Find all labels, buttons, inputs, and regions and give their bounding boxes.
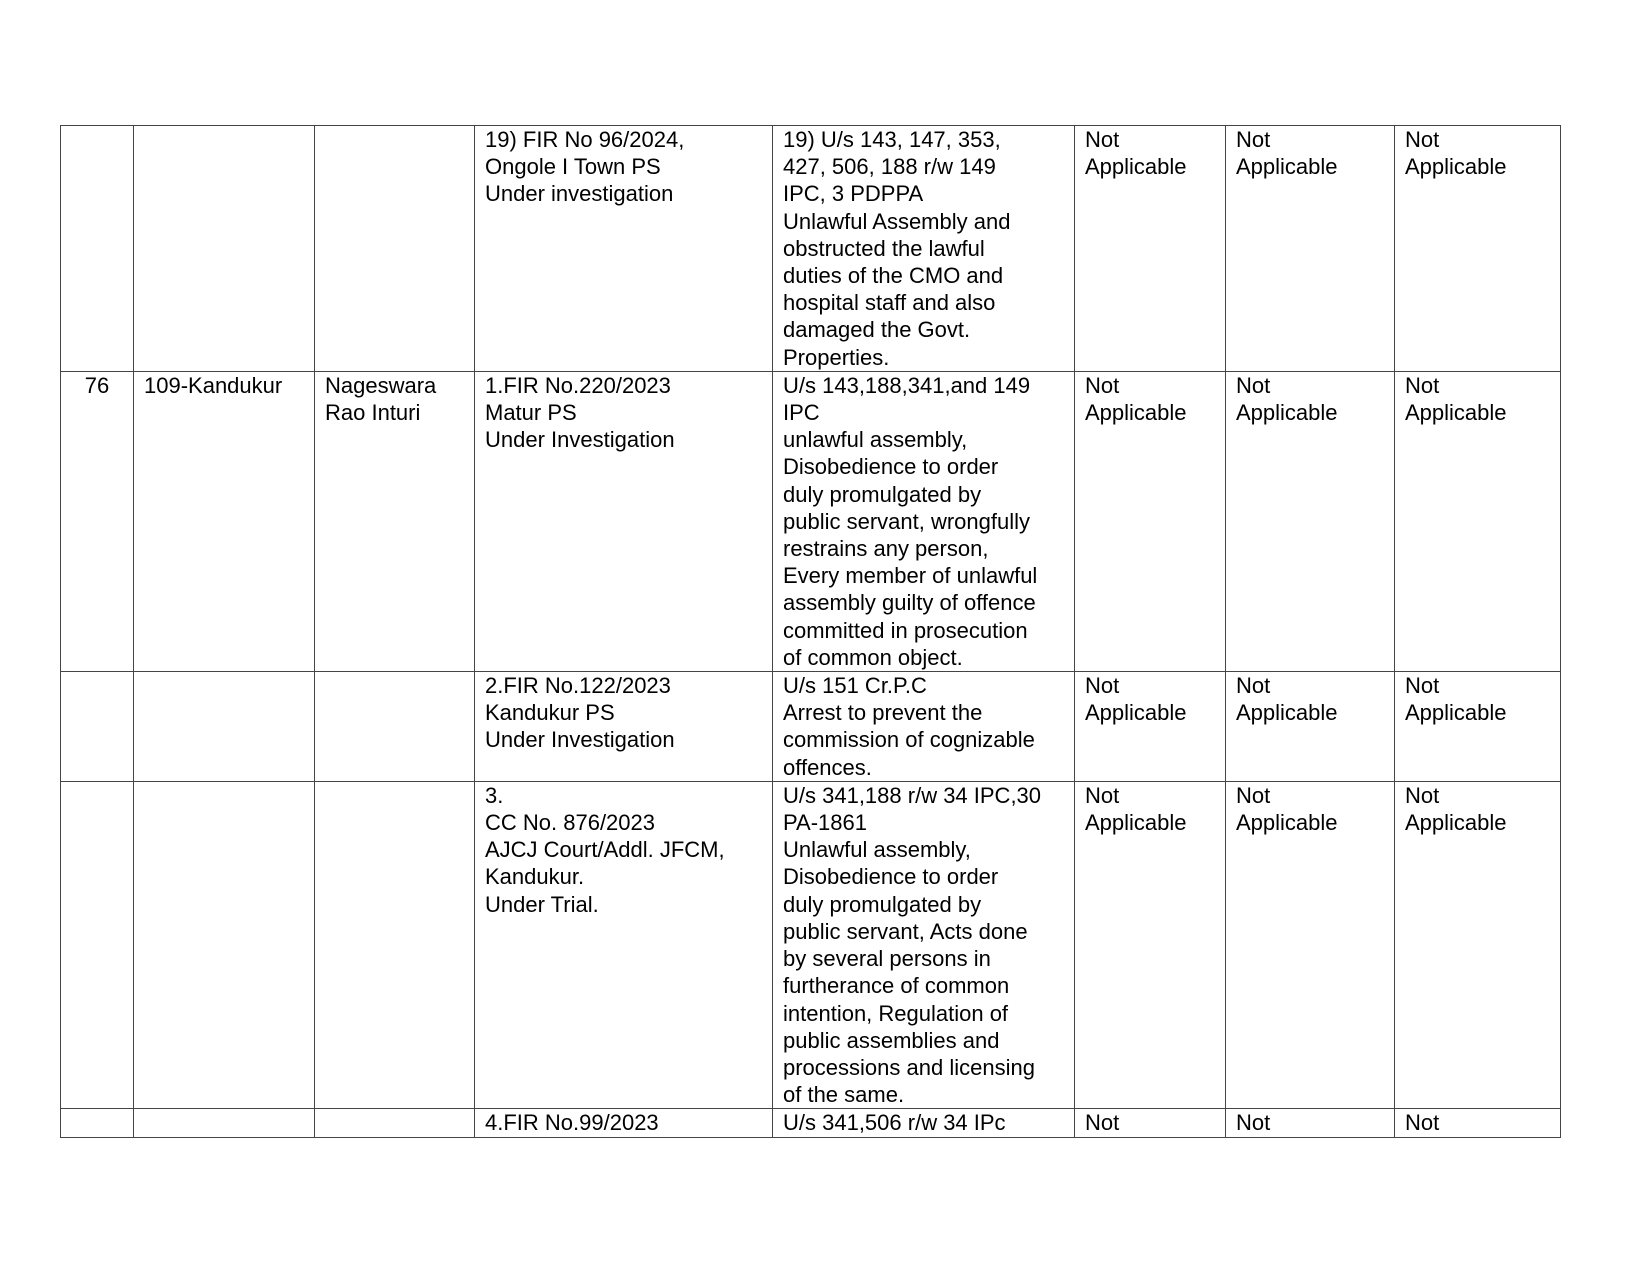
candidate-cell	[315, 781, 475, 1108]
status-cell-3: Not	[1395, 1109, 1561, 1137]
sections-cell: U/s 341,506 r/w 34 IPc	[773, 1109, 1075, 1137]
cases-table	[60, 125, 1561, 1138]
table-row	[61, 781, 1561, 1108]
status-cell-1: Not Applicable	[1075, 371, 1226, 671]
candidate-cell	[315, 1109, 475, 1137]
status-cell-1: Not Applicable	[1075, 126, 1226, 372]
constituency-cell	[134, 1109, 315, 1137]
case-details-cell: 3. CC No. 876/2023 AJCJ Court/Addl. JFCM, Kandukur. Under Trial.	[475, 781, 773, 1108]
serial-number-cell	[61, 672, 134, 782]
constituency-cell	[134, 126, 315, 372]
status-cell-2: Not Applicable	[1226, 371, 1395, 671]
serial-number-cell: 76	[61, 371, 134, 671]
serial-number-cell	[61, 781, 134, 1108]
status-cell-3: Not Applicable	[1395, 672, 1561, 782]
table-row	[61, 371, 1561, 671]
case-details-cell: 19) FIR No 96/2024, Ongole I Town PS Under investigation	[475, 126, 773, 372]
serial-number-cell	[61, 126, 134, 372]
constituency-cell: 109-Kandukur	[134, 371, 315, 671]
sections-cell: U/s 341,188 r/w 34 IPC,30 PA-1861 Unlawful assembly, Disobedience to order duly promulgated by public servant, Acts done by several persons in furtherance of common intention, Regulation of public assemblies and processions and licensing of the same.	[773, 781, 1075, 1108]
constituency-cell	[134, 672, 315, 782]
case-details-cell: 4.FIR No.99/2023	[475, 1109, 773, 1137]
table-row	[61, 1109, 1561, 1137]
case-details-cell: 1.FIR No.220/2023 Matur PS Under Investigation	[475, 371, 773, 671]
status-cell-3: Not Applicable	[1395, 126, 1561, 372]
status-cell-2: Not	[1226, 1109, 1395, 1137]
status-cell-3: Not Applicable	[1395, 781, 1561, 1108]
status-cell-3: Not Applicable	[1395, 371, 1561, 671]
constituency-cell	[134, 781, 315, 1108]
sections-cell: U/s 143,188,341,and 149 IPC unlawful assembly, Disobedience to order duly promulgated by public servant, wrongfully restrains any person, Every member of unlawful assembly guilty of offence committed in prosecution of common object.	[773, 371, 1075, 671]
candidate-cell	[315, 126, 475, 372]
candidate-cell	[315, 672, 475, 782]
candidate-cell: Nageswara Rao Inturi	[315, 371, 475, 671]
case-details-cell: 2.FIR No.122/2023 Kandukur PS Under Investigation	[475, 672, 773, 782]
status-cell-1: Not	[1075, 1109, 1226, 1137]
serial-number-cell	[61, 1109, 134, 1137]
status-cell-2: Not Applicable	[1226, 672, 1395, 782]
table-row	[61, 126, 1561, 372]
table-row	[61, 672, 1561, 782]
sections-cell: 19) U/s 143, 147, 353, 427, 506, 188 r/w 149 IPC, 3 PDPPA Unlawful Assembly and obstructed the lawful duties of the CMO and hospital staff and also damaged the Govt. Properties.	[773, 126, 1075, 372]
status-cell-1: Not Applicable	[1075, 781, 1226, 1108]
status-cell-2: Not Applicable	[1226, 126, 1395, 372]
status-cell-1: Not Applicable	[1075, 672, 1226, 782]
sections-cell: U/s 151 Cr.P.C Arrest to prevent the commission of cognizable offences.	[773, 672, 1075, 782]
status-cell-2: Not Applicable	[1226, 781, 1395, 1108]
